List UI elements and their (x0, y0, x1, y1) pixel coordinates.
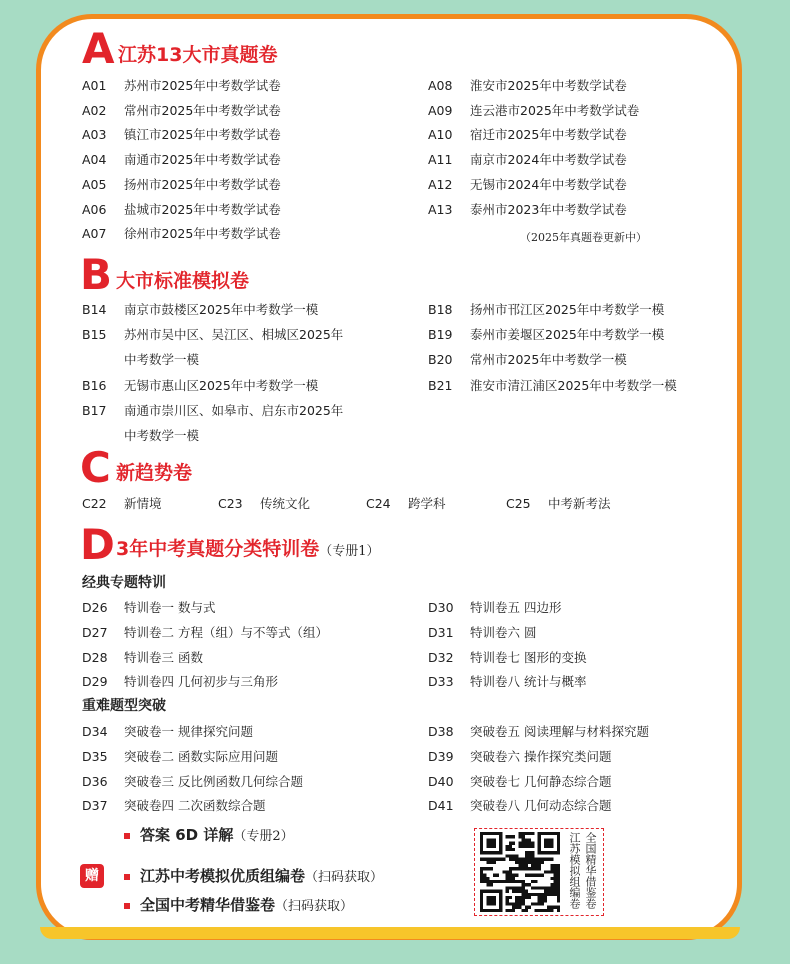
item-name: 扬州市邗江区2025年中考数学一模 (470, 302, 665, 317)
item-name: 宿迁市2025年中考数学试卷 (470, 127, 627, 143)
item-name: 淮安市清江浦区2025年中考数学一模 (470, 377, 677, 393)
list-item (428, 177, 627, 193)
item-name: 特训卷四 几何初步与三角形 (124, 674, 278, 690)
answers-bullet-icon (124, 833, 130, 839)
list-item (82, 78, 281, 94)
list-item-continuation: 中考数学一模 (124, 352, 200, 368)
item-name: 特训卷一 数与式 (124, 600, 216, 615)
item-name: 镇江市2025年中考数学试卷 (124, 127, 281, 143)
list-item (218, 496, 310, 512)
list-item (428, 352, 627, 368)
item-name: 常州市2025年中考数学试卷 (124, 102, 281, 118)
item-code: D34 (82, 724, 108, 739)
item-name: 特训卷五 四边形 (470, 600, 562, 615)
qr-label-national: 全国精华借鉴卷 (584, 832, 597, 909)
item-name: 突破卷一 规律探究问题 (124, 724, 253, 739)
list-item (82, 403, 343, 419)
list-item (428, 798, 611, 814)
section-a-letter: A (82, 24, 115, 73)
item-name: 突破卷三 反比例函数几何综合题 (124, 773, 303, 789)
item-name: 特训卷三 函数 (124, 649, 203, 665)
bottom-strip (40, 927, 740, 939)
list-item (82, 724, 253, 740)
item-code: D26 (82, 600, 108, 615)
list-item (82, 600, 215, 616)
item-code: B21 (428, 377, 453, 393)
item-name: 突破卷五 阅读理解与材料探究题 (470, 724, 649, 739)
item-name: 突破卷七 几何静态综合题 (470, 773, 612, 789)
item-name: 突破卷二 函数实际应用问题 (124, 748, 278, 764)
list-item (82, 674, 278, 690)
item-code: A10 (428, 127, 453, 143)
item-name: 南京市2024年中考数学试卷 (470, 152, 627, 168)
list-item (428, 127, 627, 143)
item-name: 徐州市2025年中考数学试卷 (124, 226, 281, 242)
list-item (366, 496, 446, 512)
section-d-sub2-heading: 重难题型突破 (82, 698, 166, 714)
list-item (428, 302, 664, 318)
item-name: 中考新考法 (548, 496, 611, 511)
section-a-title: 江苏13大市真题卷 (118, 44, 278, 66)
gift-item-2-label: 全国中考精华借鉴卷 (140, 896, 276, 914)
item-code: C23 (218, 496, 243, 511)
list-item (428, 600, 561, 616)
list-item (428, 327, 664, 343)
list-item (428, 202, 627, 218)
gift-item-2-note: （扫码获取） (275, 899, 354, 914)
answers-note: （专册2） (233, 829, 294, 844)
list-item (428, 625, 536, 641)
section-b-title: 大市标准模拟卷 (116, 270, 250, 292)
gift-item-1-note: （扫码获取） (305, 870, 384, 885)
item-code: D30 (428, 600, 454, 615)
item-code: D27 (82, 624, 108, 640)
list-item (82, 774, 303, 790)
section-a-note: （2025年真题卷更新中） (520, 231, 647, 244)
gift-item-1 (124, 866, 383, 888)
section-d-sub1-heading: 经典专题特训 (82, 575, 166, 591)
item-code: D39 (428, 748, 454, 764)
gift-item-1-bullet-icon (124, 874, 130, 880)
list-item (82, 202, 281, 218)
item-code: C25 (506, 496, 531, 511)
list-item (82, 226, 281, 242)
item-code: D37 (82, 798, 108, 814)
item-code: B20 (428, 352, 453, 368)
item-code: D31 (428, 624, 454, 640)
item-code: B17 (82, 402, 107, 418)
item-code: C24 (366, 496, 391, 511)
item-code: A09 (428, 102, 453, 118)
item-name: 南通市2025年中考数学试卷 (124, 152, 281, 168)
item-name: 新情境 (124, 496, 162, 511)
item-name: 跨学科 (408, 496, 446, 511)
item-name: 无锡市2024年中考数学试卷 (470, 176, 627, 192)
item-code: B14 (82, 302, 107, 317)
section-d-title-note: （专册1） (319, 544, 380, 559)
item-name: 特训卷二 方程（组）与不等式（组） (124, 624, 328, 640)
list-item (82, 798, 265, 814)
list-item (82, 152, 281, 168)
item-code: A01 (82, 78, 107, 93)
item-code: A06 (82, 201, 107, 217)
item-name: 苏州市吴中区、吴江区、相城区2025年 (124, 327, 344, 343)
list-item (82, 177, 281, 193)
item-name: 突破卷六 操作探究类问题 (470, 748, 612, 764)
answers-label: 答案 6D 详解 (140, 826, 234, 844)
item-name: 苏州市2025年中考数学试卷 (124, 78, 281, 93)
item-name: 特训卷七 图形的变换 (470, 649, 587, 665)
item-code: D33 (428, 674, 454, 690)
section-c-title: 新趋势卷 (116, 462, 193, 484)
item-code: A03 (82, 127, 107, 143)
list-item (428, 378, 677, 394)
item-code: A07 (82, 226, 107, 242)
list-item (82, 378, 318, 394)
item-name: 传统文化 (260, 496, 311, 511)
item-code: A05 (82, 176, 107, 192)
list-item (82, 749, 278, 765)
item-name: 特训卷八 统计与概率 (470, 674, 587, 690)
list-item (428, 749, 611, 765)
gift-item-2 (124, 895, 353, 917)
list-item-continuation: 中考数学一模 (124, 428, 200, 443)
section-d-letter: D (80, 520, 115, 569)
list-item (506, 496, 611, 512)
list-item (428, 674, 586, 690)
item-name: 南京市鼓楼区2025年中考数学一模 (124, 302, 319, 317)
list-item (428, 152, 627, 168)
item-name: 泰州市2023年中考数学试卷 (470, 201, 627, 217)
item-code: B18 (428, 302, 453, 317)
list-item (82, 127, 281, 143)
item-code: D32 (428, 649, 454, 665)
item-code: C22 (82, 496, 107, 511)
item-name: 淮安市2025年中考数学试卷 (470, 78, 627, 93)
item-code: B19 (428, 327, 453, 343)
item-name: 南通市崇川区、如皋市、启东市2025年 (124, 402, 344, 418)
item-code: D36 (82, 773, 108, 789)
item-code: D38 (428, 724, 454, 739)
gift-item-2-bullet-icon (124, 903, 130, 909)
item-code: A11 (428, 152, 453, 168)
list-item (428, 103, 639, 119)
list-item (82, 496, 162, 512)
item-code: D41 (428, 798, 454, 814)
item-name: 盐城市2025年中考数学试卷 (124, 201, 281, 217)
list-item (82, 302, 318, 318)
list-item (82, 625, 328, 641)
item-name: 无锡市惠山区2025年中考数学一模 (124, 377, 319, 393)
item-name: 连云港市2025年中考数学试卷 (470, 102, 640, 118)
list-item (82, 103, 281, 119)
gift-badge: 赠 (80, 864, 104, 888)
item-code: D35 (82, 748, 108, 764)
gift-item-1-label: 江苏中考模拟优质组编卷 (140, 867, 306, 885)
item-name: 特训卷六 圆 (470, 624, 537, 640)
item-name: 突破卷四 二次函数综合题 (124, 798, 266, 814)
list-item (82, 650, 203, 666)
item-code: A13 (428, 201, 453, 217)
item-name: 突破卷八 几何动态综合题 (470, 798, 612, 814)
item-code: A04 (82, 152, 107, 168)
item-name: 常州市2025年中考数学一模 (470, 352, 627, 368)
list-item (428, 650, 586, 666)
item-code: A02 (82, 102, 107, 118)
section-d-title-text: 3年中考真题分类特训卷 (116, 538, 320, 560)
list-item (428, 724, 649, 740)
qr-code-icon[interactable] (480, 832, 560, 912)
item-code: D28 (82, 649, 108, 665)
list-item (428, 78, 627, 94)
section-d-title (116, 538, 380, 563)
qr-label-jiangsu: 江苏模拟组编卷 (568, 832, 581, 909)
item-code: B15 (82, 327, 107, 343)
list-item (82, 327, 343, 343)
item-name: 泰州市姜堰区2025年中考数学一模 (470, 327, 665, 343)
list-item (428, 774, 611, 790)
section-c-letter: C (80, 443, 111, 492)
answers-line (124, 825, 294, 847)
item-code: B16 (82, 377, 107, 393)
section-b-letter: B (80, 250, 113, 299)
item-code: D40 (428, 773, 454, 789)
item-code: D29 (82, 674, 108, 690)
item-code: A08 (428, 78, 453, 93)
item-code: A12 (428, 176, 453, 192)
item-name: 扬州市2025年中考数学试卷 (124, 176, 281, 192)
